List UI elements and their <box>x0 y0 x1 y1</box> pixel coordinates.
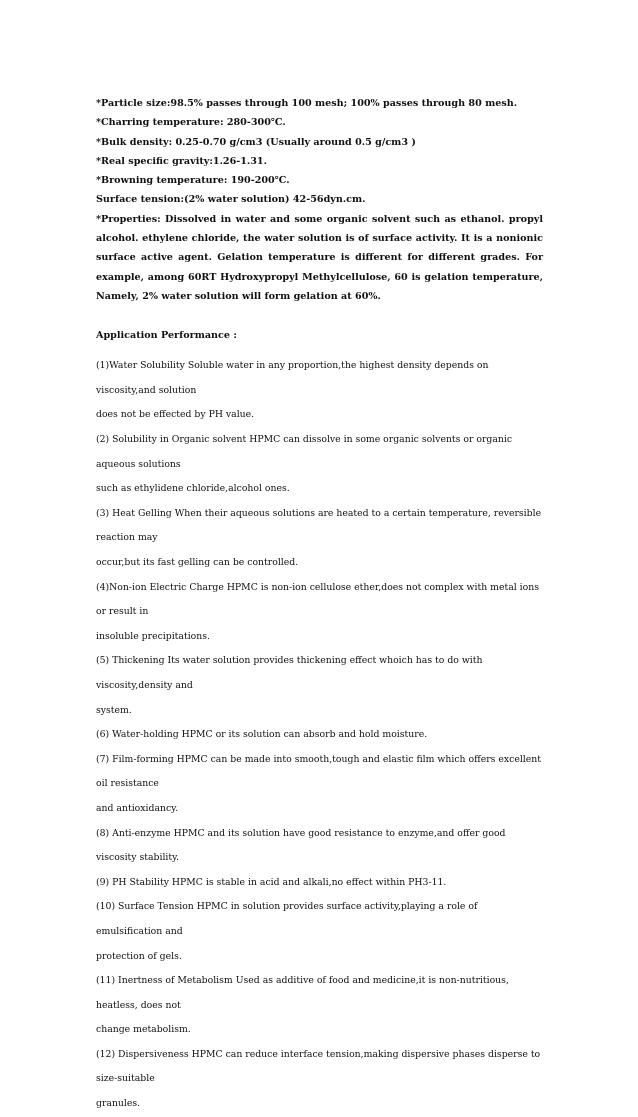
application-performance-list <box>96 354 543 1116</box>
property-browning-temperature: *Browning temperature: 190-200℃. <box>96 175 290 187</box>
property-surface-tension: Surface tension:(2% water solution) 42-56dyn.cm. <box>96 194 366 206</box>
property-description: *Properties: Dissolved in water and some organic solvent such as ethanol. propyl alcohol. ethylene chloride, the water solution is of surface activity. It is a nonionic surface active agent. Gelation temperature is different for different grades. For example, among 60RT Hydroxypropyl Methylcellulose, 60 is gelation temperature, Namely, 2% water solution will form gelation at 60%. <box>96 213 543 302</box>
application-line: (6) Water-holding HPMC or its solution can absorb and hold moisture. <box>96 729 428 741</box>
application-line: change metabolism. <box>96 1024 191 1036</box>
application-performance-heading: Application Performance : <box>96 330 237 342</box>
application-line: (4)Non-ion Electric Charge HPMC is non-ion cellulose ether,does not complex with metal ions or result in <box>96 581 540 618</box>
application-line: (7) Film-forming HPMC can be made into smooth,tough and elastic film which offers excellent oil resistance <box>96 753 541 790</box>
application-line: granules. <box>96 1098 141 1110</box>
application-line: (10) Surface Tension HPMC in solution provides surface activity,playing a role of emulsification and <box>96 901 478 937</box>
application-line: (5) Thickening Its water solution provides thickening effect whoich has to do with viscosity,density and <box>96 655 483 691</box>
application-line: (1)Water Solubility Soluble water in any proportion,the highest density depends on viscosity,and solution <box>96 360 489 396</box>
application-line: protection of gels. <box>96 950 182 962</box>
application-line: (9) PH Stability HPMC is stable in acid and alkali,no effect within PH3-11. <box>96 876 447 888</box>
document-page <box>96 94 543 1117</box>
properties-section <box>96 94 543 306</box>
application-line: (2) Solubility in Organic solvent HPMC can dissolve in some organic solvents or organic aqueous solutions <box>96 434 513 470</box>
application-line: (12) Dispersiveness HPMC can reduce interface tension,making dispersive phases disperse to size-suitable <box>96 1048 541 1085</box>
application-line: such as ethylidene chloride,alcohol ones. <box>96 483 290 495</box>
application-line: (8) Anti-enzyme HPMC and its solution have good resistance to enzyme,and offer good viscosity stability. <box>96 827 506 864</box>
property-charring-temperature: *Charring temperature: 280-300℃. <box>96 117 286 129</box>
application-line: system. <box>96 704 132 716</box>
application-line: and antioxidancy. <box>96 802 179 814</box>
application-line: (11) Inertness of Metabolism Used as additive of food and medicine,it is non-nutritious, heatless, does not <box>96 975 509 1011</box>
application-line: occur,but its fast gelling can be controlled. <box>96 557 299 569</box>
property-bulk-density: *Bulk density: 0.25-0.70 g/cm3 (Usually around 0.5 g/cm3 ) <box>96 136 416 148</box>
property-particle-size: *Particle size:98.5% passes through 100 mesh; 100% passes through 80 mesh. <box>96 98 518 109</box>
property-real-specific-gravity: *Real specific gravity:1.26-1.31. <box>96 155 267 167</box>
application-line: (3) Heat Gelling When their aqueous solutions are heated to a certain temperature, reversible reaction may <box>96 507 542 544</box>
application-line: does not be effected by PH value. <box>96 409 255 421</box>
application-line: insoluble precipitations. <box>96 630 210 642</box>
